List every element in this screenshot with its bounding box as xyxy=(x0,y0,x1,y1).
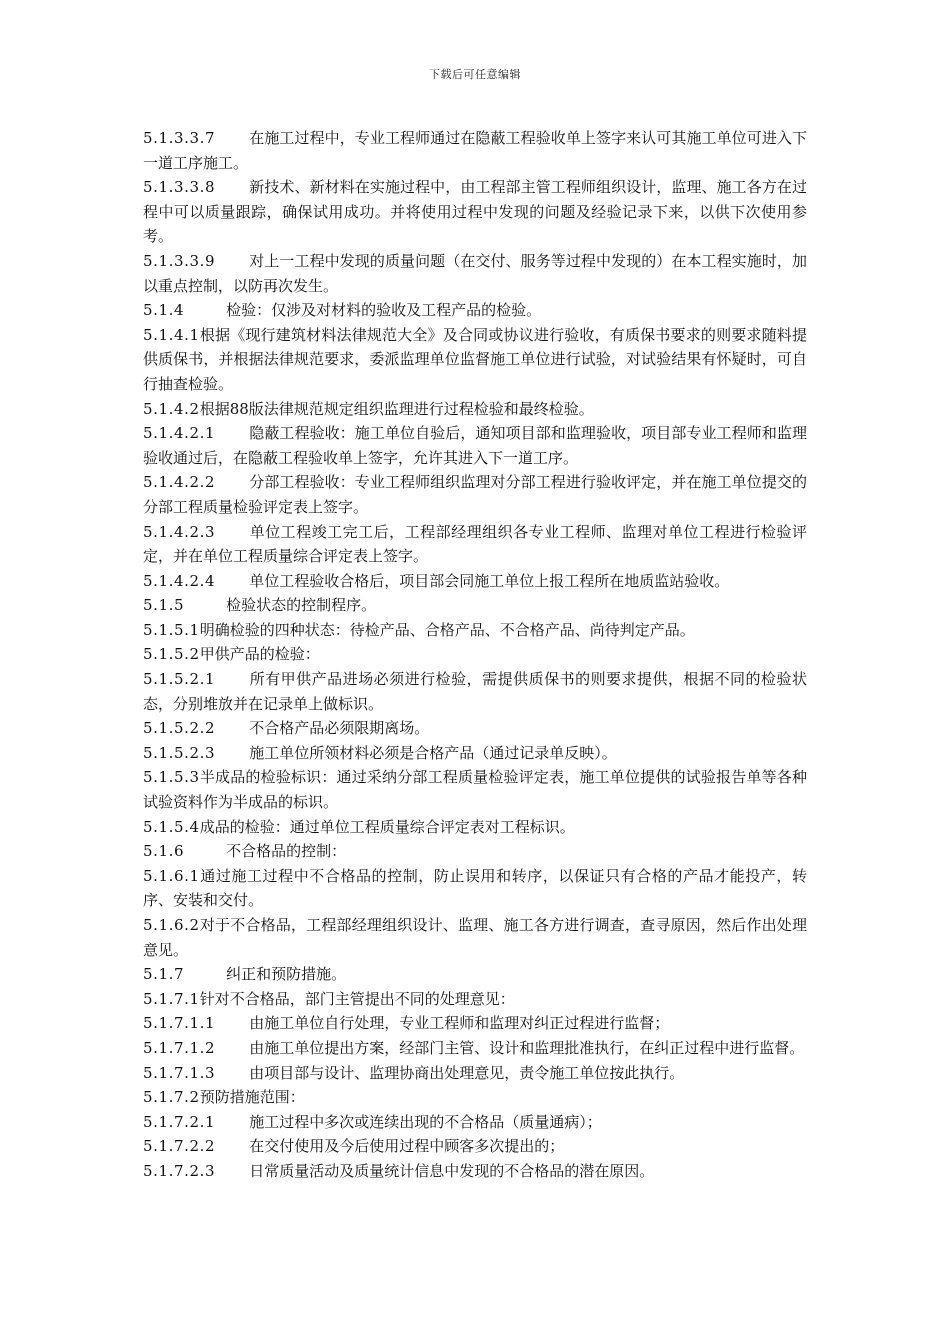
section-paragraph xyxy=(143,642,807,667)
section-number: 5.1.5 xyxy=(143,596,185,615)
section-text: 明确检验的四种状态：待检产品、合格产品、不合格产品、尚待判定产品。 xyxy=(199,620,695,639)
section-paragraph xyxy=(143,1159,807,1184)
section-number: 5.1.4.2.4 xyxy=(143,571,216,590)
section-paragraph xyxy=(143,520,807,569)
section-text: 不合格品的控制： xyxy=(226,842,347,861)
section-paragraph xyxy=(143,470,807,519)
section-paragraph xyxy=(143,815,807,840)
section-paragraph xyxy=(143,175,807,249)
section-paragraph xyxy=(143,421,807,470)
section-number: 5.1.6.2 xyxy=(143,916,200,934)
section-text: 在交付使用及今后使用过程中顾客多次提出的； xyxy=(249,1137,565,1156)
section-number: 5.1.4.2 xyxy=(143,399,200,418)
section-number: 5.1.5.4 xyxy=(143,817,200,836)
section-number: 5.1.5.2.3 xyxy=(143,743,216,762)
section-paragraph xyxy=(143,1134,807,1159)
section-number: 5.1.4.1 xyxy=(143,325,200,344)
document-body xyxy=(143,126,807,1184)
section-paragraph xyxy=(143,1085,807,1110)
section-paragraph xyxy=(143,1061,807,1086)
section-number: 5.1.4.2.1 xyxy=(143,424,216,443)
section-paragraph xyxy=(143,1110,807,1135)
section-paragraph xyxy=(143,618,807,643)
section-paragraph xyxy=(143,765,807,814)
section-number: 5.1.7.1 xyxy=(143,989,200,1008)
section-number: 5.1.5.2.2 xyxy=(143,719,216,738)
section-paragraph xyxy=(143,667,807,716)
section-text: 日常质量活动及质量统计信息中发现的不合格品的潜在原因。 xyxy=(249,1161,655,1180)
section-paragraph xyxy=(143,839,807,864)
section-paragraph xyxy=(143,1011,807,1036)
section-text: 施工单位所领材料必须是合格产品（通过记录单反映）。 xyxy=(249,743,617,762)
section-number: 5.1.5.3 xyxy=(143,768,200,787)
section-paragraph xyxy=(143,987,807,1012)
section-number: 5.1.5.1 xyxy=(143,620,200,639)
section-text: 由施工单位提出方案，经部门主管、设计和监理批准执行，在纠正过程中进行监督。 xyxy=(249,1038,805,1057)
section-number: 5.1.7.2.2 xyxy=(143,1137,216,1156)
section-number: 5.1.5.2.1 xyxy=(143,670,216,689)
section-text: 根据88版法律规范规定组织监理进行过程检验和最终检验。 xyxy=(199,399,594,418)
section-number: 5.1.7.2.1 xyxy=(143,1112,216,1131)
section-text: 纠正和预防措施。 xyxy=(226,965,347,984)
section-paragraph xyxy=(143,864,807,913)
section-number: 5.1.3.3.7 xyxy=(143,129,216,147)
section-text: 所有甲供产品进场必须进行检验，需提供质保书的则要求提供，根据不同的检验状态，分别堆放并在记录单上做标识。 xyxy=(143,670,807,713)
section-number: 5.1.4 xyxy=(143,301,185,320)
section-number: 5.1.3.3.9 xyxy=(143,251,216,270)
section-number: 5.1.7.1.2 xyxy=(143,1038,216,1057)
section-text: 检验：仅涉及对材料的验收及工程产品的检验。 xyxy=(226,301,542,320)
section-text: 由项目部与设计、监理协商出处理意见，责令施工单位按此执行。 xyxy=(249,1063,685,1082)
section-paragraph xyxy=(143,126,807,175)
section-number: 5.1.6.1 xyxy=(143,866,200,885)
section-text: 单位工程验收合格后，项目部会同施工单位上报工程所在地质监站验收。 xyxy=(249,571,730,590)
section-paragraph xyxy=(143,298,807,323)
section-text: 甲供产品的检验： xyxy=(199,645,320,664)
section-number: 5.1.7.2.3 xyxy=(143,1161,216,1180)
section-text: 施工过程中多次或连续出现的不合格品（质量通病）； xyxy=(249,1112,602,1131)
section-text: 通过施工过程中不合格品的控制，防止误用和转序，以保证只有合格的产品才能投产，转序、安装和交付。 xyxy=(143,866,807,910)
section-text: 单位工程竣工完工后，工程部经理组织各专业工程师、监理对单位工程进行检验评定，并在单位工程质量综合评定表上签字。 xyxy=(143,522,807,566)
section-text: 半成品的检验标识：通过采纳分部工程质量检验评定表，施工单位提供的试验报告单等各种试验资料作为半成品的标识。 xyxy=(143,768,807,812)
section-number: 5.1.7.1.3 xyxy=(143,1063,216,1082)
section-text: 对上一工程中发现的质量问题（在交付、服务等过程中发现的）在本工程实施时，加以重点控制，以防再次发生。 xyxy=(143,251,807,295)
section-number: 5.1.4.2.2 xyxy=(143,473,216,492)
section-number: 5.1.4.2.3 xyxy=(143,522,216,541)
section-number: 5.1.3.3.8 xyxy=(143,178,216,197)
section-number: 5.1.7.2 xyxy=(143,1088,200,1107)
section-number: 5.1.7.1.1 xyxy=(143,1014,216,1033)
section-number: 5.1.5.2 xyxy=(143,645,200,664)
section-text: 分部工程验收：专业工程师组织监理对分部工程进行验收评定，并在施工单位提交的分部工程质量检验评定表上签字。 xyxy=(143,473,807,516)
section-number: 5.1.6 xyxy=(143,842,185,861)
section-paragraph xyxy=(143,593,807,618)
section-text: 新技术、新材料在实施过程中，由工程部主管工程师组织设计，监理、施工各方在过程中可以质量跟踪，确保试用成功。并将使用过程中发现的问题及经验记录下来，以供下次使用参考。 xyxy=(143,178,807,246)
section-paragraph xyxy=(143,397,807,422)
section-paragraph xyxy=(143,913,807,962)
section-text: 由施工单位自行处理，专业工程师和监理对纠正过程进行监督； xyxy=(249,1014,670,1033)
section-paragraph xyxy=(143,716,807,741)
section-paragraph xyxy=(143,569,807,594)
section-text: 检验状态的控制程序。 xyxy=(226,596,377,615)
section-paragraph xyxy=(143,962,807,987)
section-paragraph xyxy=(143,1036,807,1061)
section-paragraph xyxy=(143,741,807,766)
page-header: 下载后可任意编辑 xyxy=(429,68,521,81)
section-text: 在施工过程中，专业工程师通过在隐蔽工程验收单上签字来认可其施工单位可进入下一道工序施工。 xyxy=(143,129,807,172)
section-text: 根据《现行建筑材料法律规范大全》及合同或协议进行验收，有质保书要求的则要求随料提供质保书，并根据法律规范要求，委派监理单位监督施工单位进行试验，对试验结果有怀疑时，可自行抽查检验。 xyxy=(143,325,807,393)
section-text: 成品的检验：通过单位工程质量综合评定表对工程标识。 xyxy=(199,817,575,836)
section-number: 5.1.7 xyxy=(143,965,185,984)
section-paragraph xyxy=(143,249,807,298)
section-text: 不合格产品必须限期离场。 xyxy=(249,719,430,738)
section-paragraph xyxy=(143,323,807,397)
section-text: 隐蔽工程验收：施工单位自验后，通知项目部和监理验收，项目部专业工程师和监理验收通过后，在隐蔽工程验收单上签字，允许其进入下一道工序。 xyxy=(143,424,807,467)
section-text: 对于不合格品，工程部经理组织设计、监理、施工各方进行调查，查寻原因，然后作出处理意见。 xyxy=(143,916,807,959)
section-text: 针对不合格品，部门主管提出不同的处理意见： xyxy=(199,989,515,1008)
section-text: 预防措施范围： xyxy=(199,1088,305,1107)
